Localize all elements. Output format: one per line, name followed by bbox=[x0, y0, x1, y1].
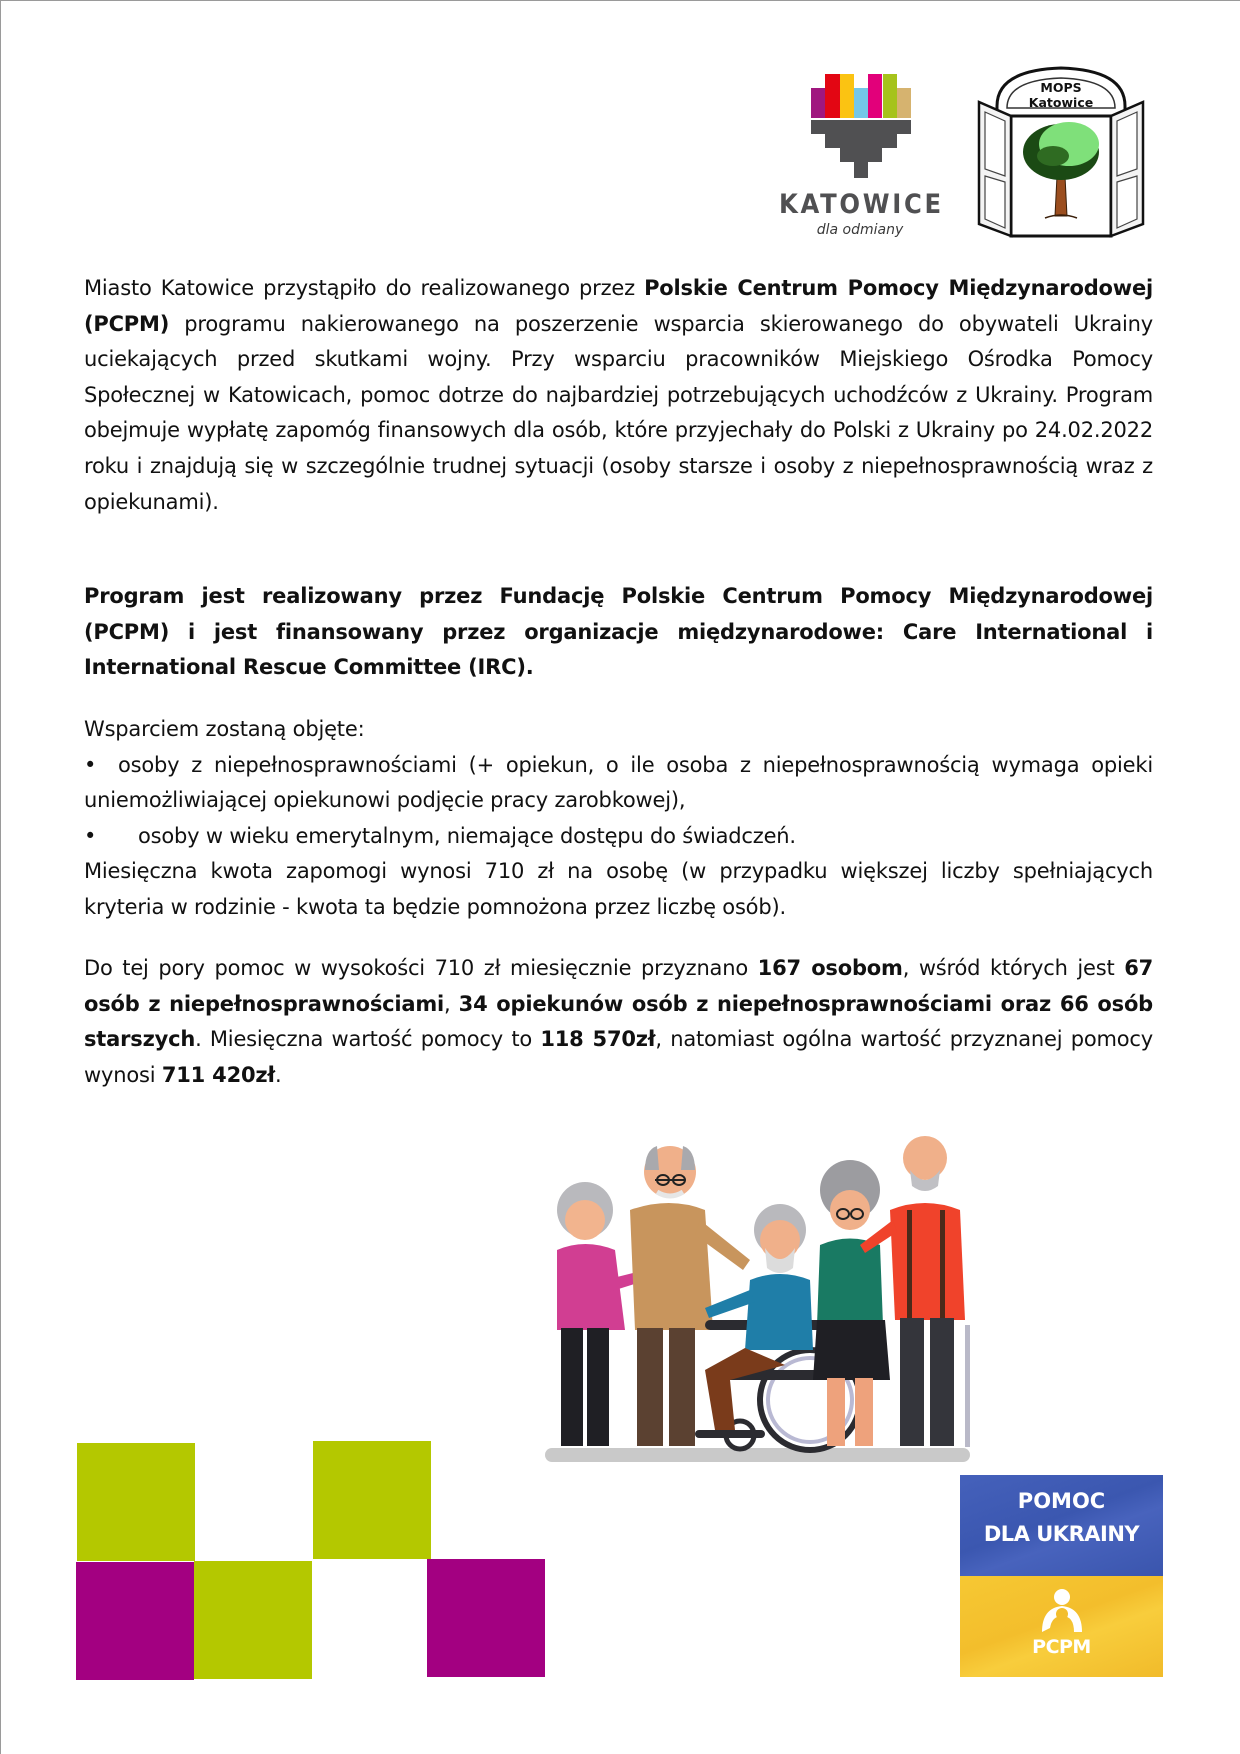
stats-text: , natomiast ogólna wartość przyznanej pomocy wynosi bbox=[84, 1027, 1153, 1087]
stats-paragraph bbox=[84, 951, 1153, 1093]
recipients-total: 167 osobom bbox=[757, 956, 903, 980]
katowice-heart-icon bbox=[811, 120, 911, 178]
monthly-value: 118 570zł bbox=[540, 1027, 656, 1052]
logo-bar bbox=[883, 74, 897, 118]
mops-logo-text bbox=[1015, 80, 1107, 110]
mops-katowice-logo bbox=[975, 66, 1147, 242]
logo-bar bbox=[825, 74, 839, 118]
badge-line1: POMOC bbox=[1017, 1489, 1106, 1513]
caregivers-seniors-count: 34 opiekunów osób z niepełnosprawnościami oraz 66 osób starszych bbox=[84, 991, 1154, 1052]
stats-text: . bbox=[275, 1062, 282, 1087]
amount-note: Miesięczna kwota zapomogi wynosi 710 zł na osobę (w przypadku większej liczby spełniających kryteria w rodzinie - kwota ta będzie pomnożona przez liczbę osób). bbox=[84, 859, 1153, 919]
disabled-count: 67 osób z niepełnosprawnościami bbox=[84, 956, 1154, 1016]
intro-paragraph bbox=[84, 271, 1153, 520]
funding-paragraph: Program jest realizowany przez Fundację Polskie Centrum Pomocy Międzynarodowej (PCPM) i jest finansowany przez organizacje międzynarodowe: Care International i International Rescue Committee (IRC). bbox=[84, 584, 1153, 680]
intro-text-continued: programu nakierowanego na poszerzenie wsparcia skierowanego do obywateli Ukrainy uciekających przed skutkami wojny. Przy wsparciu pracowników Miejskiego Ośrodka Pomocy Społecznej w Katowicach, pomoc dotrze do najbardziej potrzebujących uchodźców z Ukrainy. Program obejmuje wypłatę zapomóg finansowych dla osób, które przyjechały do Polski z Ukrainy po 24.02.2022 roku i znajdują się w szczególnie trudnej sytuacji (osoby starsze i osoby z niepełnosprawnością wraz z opiekunami). bbox=[84, 311, 1153, 514]
katowice-logo-bars bbox=[811, 74, 911, 118]
eligibility-list-item bbox=[84, 819, 1153, 855]
stats-text: . Miesięczna wartość pomocy to bbox=[195, 1027, 541, 1052]
pcpm-name-bold: Polskie Centrum Pomocy Międzynarodowej (PCPM) bbox=[84, 276, 1153, 336]
logo-bar bbox=[854, 88, 868, 118]
katowice-logo-tagline: dla odmiany bbox=[816, 222, 904, 238]
bullet-icon: • bbox=[84, 823, 97, 848]
mops-logo-line2: Katowice bbox=[1028, 95, 1094, 110]
decor-square-green bbox=[194, 1561, 312, 1679]
badge-org: PCPM bbox=[1032, 1636, 1091, 1658]
stats-text: Do tej pory pomoc w wysokości 710 zł miesięcznie przyznano bbox=[84, 956, 758, 980]
decor-square-green bbox=[313, 1441, 431, 1559]
decor-square-magenta bbox=[427, 1559, 545, 1677]
decor-square-green bbox=[77, 1443, 195, 1561]
eligibility-section bbox=[84, 712, 1153, 926]
total-value: 711 420zł bbox=[161, 1062, 276, 1087]
stats-text: , bbox=[444, 991, 459, 1016]
mops-logo-line1: MOPS bbox=[1040, 80, 1082, 95]
eligibility-intro: Wsparciem zostaną objęte: bbox=[84, 717, 365, 741]
eligibility-item-text: osoby w wieku emerytalnym, niemające dostępu do świadczeń. bbox=[138, 823, 796, 848]
badge-line2: DLA UKRAINY bbox=[983, 1522, 1140, 1546]
logo-bar bbox=[840, 74, 854, 118]
eligibility-item-text: osoby z niepełnosprawnościami (+ opiekun, o ile osoba z niepełnosprawnością wymaga opieki uniemożliwiającej opiekunowi podjęcie pracy zarobkowej), bbox=[84, 752, 1153, 813]
intro-text: Miasto Katowice przystąpiło do realizowanego przez bbox=[84, 276, 645, 300]
bullet-icon: • bbox=[84, 752, 97, 777]
pomoc-dla-ukrainy-badge bbox=[960, 1475, 1163, 1677]
stats-text: , wśród których jest bbox=[902, 956, 1125, 980]
logo-bar bbox=[897, 88, 911, 118]
eligibility-list-item bbox=[84, 748, 1153, 819]
page-border-left bbox=[0, 0, 1, 1754]
katowice-logo bbox=[770, 60, 950, 250]
seniors-group-illustration bbox=[545, 1130, 990, 1475]
decor-square-magenta bbox=[76, 1562, 194, 1680]
page-border-top bbox=[0, 0, 1240, 1]
katowice-logo-name: KATOWICE bbox=[779, 189, 944, 220]
logo-bar bbox=[811, 88, 825, 118]
logo-bar bbox=[868, 74, 882, 118]
pcpm-logo-icon bbox=[1040, 1588, 1084, 1636]
